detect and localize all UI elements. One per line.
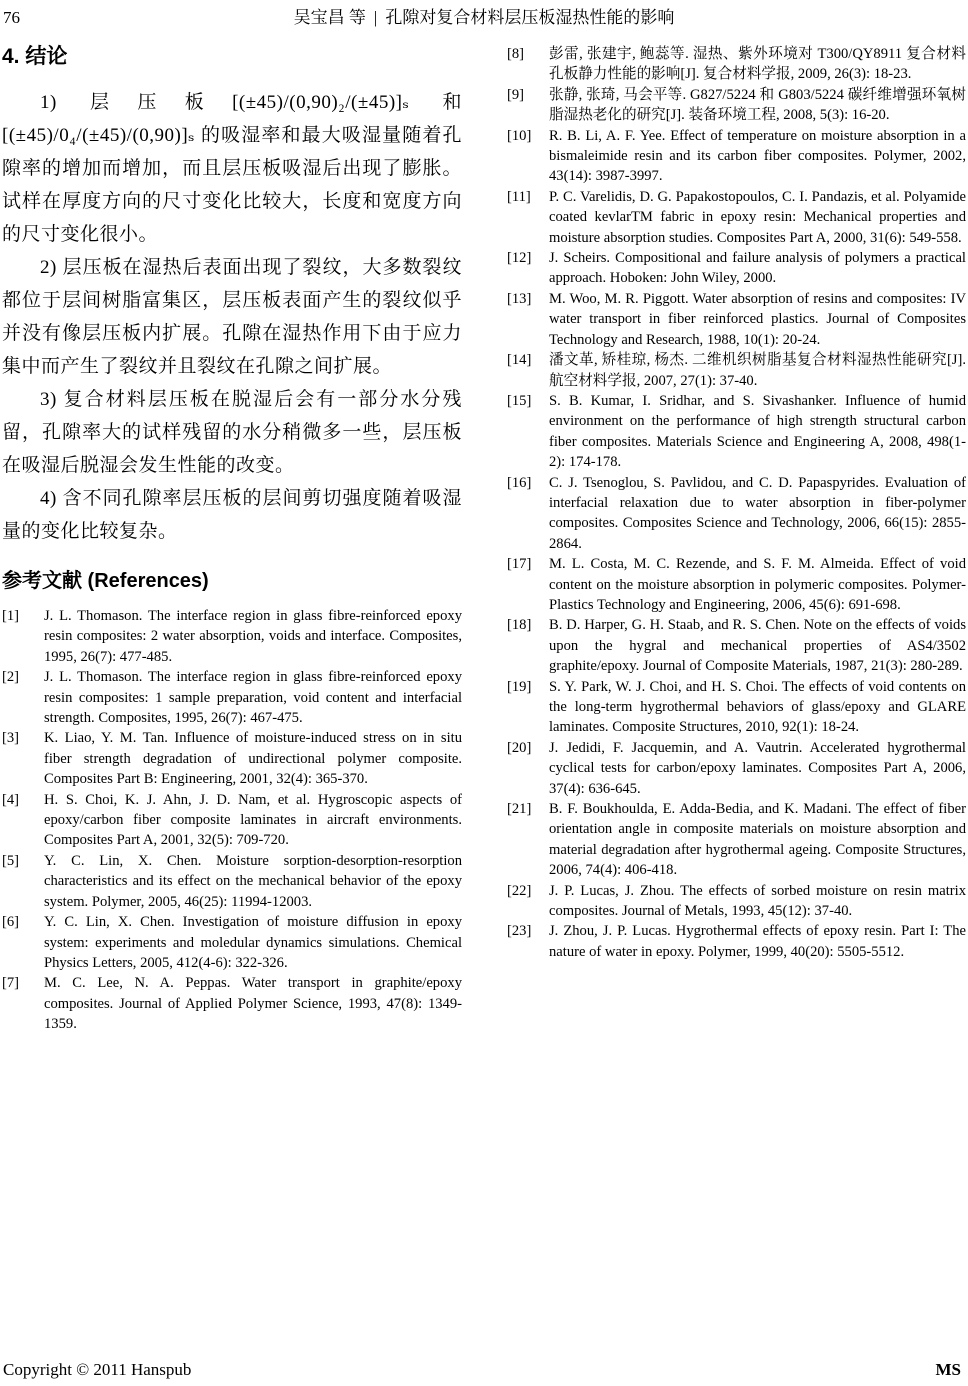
footer-journal-code: MS bbox=[935, 1360, 961, 1379]
reference-label: [15] bbox=[507, 392, 532, 409]
reference-text: 张静, 张琦, 马会平等. G827/5224 和 G803/5224 碳纤维增强环氧树脂湿热老化的研究[J]. 装备环境工程, 2008, 5(3): 16-20. bbox=[549, 86, 966, 124]
reference-item bbox=[507, 391, 966, 473]
reference-text: M. L. Costa, M. C. Rezende, and S. F. M. Almeida. Effect of void content on the moisture absorption in polymeric composites. Polymer-Plastics Technology and Engineering, 2006, 45(6): 691-698. bbox=[549, 556, 966, 613]
reference-item bbox=[507, 554, 966, 615]
reference-label: [18] bbox=[507, 617, 532, 634]
reference-label: [7] bbox=[2, 975, 20, 992]
reference-text: 潘文革, 矫桂琼, 杨杰. 二维机织树脂基复合材料湿热性能研究[J]. 航空材料学报, 2007, 27(1): 37-40. bbox=[549, 352, 966, 389]
reference-label: [2] bbox=[2, 669, 20, 686]
conclusion-paragraph: 1) 层压板[(±45)/(0,90)₂/(±45)]ₛ 和[(±45)/0₄/(±45)/(0,90)]ₛ 的吸湿率和最大吸湿量随着孔隙率的增加而增加，而且层压板吸湿后出现了膨胀。试样在厚度方向的尺寸变化比较大，长度和宽度方向的尺寸变化很小。 bbox=[2, 92, 462, 245]
reference-label: [6] bbox=[2, 914, 20, 931]
reference-item bbox=[507, 677, 966, 738]
reference-item bbox=[507, 921, 966, 962]
reference-text: S. Y. Park, W. J. Choi, and H. S. Choi. The effects of void contents on the long-term hygrothermal behaviors of glass/epoxy and GLARE laminates. Composite Structures, 2010, 92(1): 18-24. bbox=[549, 678, 966, 736]
reference-text: 彭雷, 张建宇, 鲍蕊等. 湿热、紫外环境对 T300/QY8911 复合材料孔板静力性能的影响[J]. 复合材料学报, 2009, 26(3): 18-23. bbox=[549, 46, 966, 83]
reference-label: [10] bbox=[507, 127, 532, 144]
reference-text: P. C. Varelidis, D. G. Papakostopoulos, C. I. Pandazis, et al. Polyamide coated kevlarTM fabric in epoxy resin: Mechanical properties and moisture absorption studies. Composites Part A, 2000, 31(6): 549-558. bbox=[549, 188, 966, 246]
reference-label: [21] bbox=[507, 801, 532, 818]
conclusion-heading: 4. 结论 bbox=[2, 45, 68, 68]
reference-text: C. J. Tsenoglou, S. Pavlidou, and C. D. Papaspyrides. Evaluation of interfacial relaxation due to water absorption in fiber-polymer composites. Composites Science and Technology, 2006, 66(15): 2855-2864. bbox=[549, 474, 966, 552]
reference-label: [9] bbox=[507, 86, 525, 103]
references-heading: 参考文献 (References) bbox=[2, 570, 209, 592]
reference-text: Y. C. Lin, X. Chen. Moisture sorption-desorption-resorption characteristics and its effect on the mechanical behavior of the epoxy system. Polymer, 2005, 46(25): 11994-12003. bbox=[44, 852, 462, 910]
reference-item bbox=[2, 606, 462, 667]
reference-item bbox=[507, 615, 966, 676]
right-column bbox=[507, 44, 966, 962]
page-header bbox=[0, 8, 968, 32]
running-title bbox=[0, 8, 968, 28]
left-column bbox=[2, 44, 462, 1035]
reference-item bbox=[507, 881, 966, 922]
reference-text: B. F. Boukhoulda, E. Adda-Bedia, and K. Madani. The effect of fiber orientation angle in composite materials on moisture absorption and material degradation after hygrothermal ageing. Composite Structures, 2006, 74(4): 406-418. bbox=[549, 801, 966, 879]
reference-text: B. D. Harper, G. H. Staab, and R. S. Chen. Note on the effects of voids upon the hygral and mechanical properties of AS4/3502 graphite/epoxy. Journal of Composite Materials, 1987, 21(3): 280-289. bbox=[549, 617, 966, 675]
reference-text: J. Jedidi, F. Jacquemin, and A. Vautrin. Accelerated hygrothermal cyclical tests for carbon/epoxy laminates. Composites Part A, 2006, 37(4): 636-645. bbox=[549, 739, 966, 797]
reference-text: K. Liao, Y. M. Tan. Influence of moisture-induced stress on in situ fiber strength degradation of undirectional polymer composite. Composites Part B: Engineering, 2001, 32(4): 365-370. bbox=[44, 730, 462, 788]
references-list-left bbox=[2, 606, 462, 1035]
reference-label: [3] bbox=[2, 730, 20, 747]
page-footer bbox=[3, 1360, 961, 1380]
conclusion-paragraph: 4) 含不同孔隙率层压板的层间剪切强度随着吸湿量的变化比较复杂。 bbox=[2, 488, 462, 542]
reference-text: J. L. Thomason. The interface region in glass fibre-reinforced epoxy resin composites: 2 water absorption, voids and interface. Composites, 1995, 26(7): 477-485. bbox=[44, 608, 462, 665]
reference-item bbox=[507, 85, 966, 126]
reference-label: [5] bbox=[2, 852, 20, 869]
reference-text: J. P. Lucas, J. Zhou. The effects of sorbed moisture on resin matrix composites. Journal of Metals, 1993, 45(12): 37-40. bbox=[549, 882, 966, 920]
reference-item bbox=[507, 289, 966, 350]
reference-label: [8] bbox=[507, 46, 525, 62]
reference-text: Y. C. Lin, X. Chen. Investigation of moisture diffusion in epoxy system: experiments and moledular dynamics simulations. Chemical Physics Letters, 2005, 412(4-6): 322-326. bbox=[44, 914, 462, 971]
reference-item bbox=[507, 44, 966, 85]
two-column-body bbox=[2, 44, 966, 1035]
reference-item bbox=[507, 248, 966, 289]
reference-text: M. C. Lee, N. A. Peppas. Water transport in graphite/epoxy composites. Journal of Applied Polymer Science, 1993, 47(8): 1349-1359. bbox=[44, 975, 462, 1033]
reference-item bbox=[2, 851, 462, 912]
footer-copyright: Copyright © 2011 Hanspub bbox=[3, 1360, 192, 1379]
reference-label: [17] bbox=[507, 556, 532, 573]
reference-label: [23] bbox=[507, 923, 532, 940]
reference-text: S. B. Kumar, I. Sridhar, and S. Sivashanker. Influence of humid environment on the performance of high strength structural carbon fiber composites. Materials Science and Engineering A, 2008, 498(1-2): 174-178. bbox=[549, 392, 966, 471]
reference-item bbox=[507, 126, 966, 187]
reference-item bbox=[2, 667, 462, 728]
conclusion-paragraph: 2) 层压板在湿热后表面出现了裂纹，大多数裂纹都位于层间树脂富集区，层压板表面产生的裂纹似乎并没有像层压板内扩展。孔隙在湿热作用下由于应力集中而产生了裂纹并且裂纹在孔隙之间扩展。 bbox=[2, 257, 462, 377]
reference-text: M. Woo, M. R. Piggott. Water absorption of resins and composites: IV water transport in fiber reinforced plastics. Journal of Composites Technology and Research, 1988, 10(1): 20-24. bbox=[549, 290, 966, 348]
reference-label: [14] bbox=[507, 352, 532, 369]
reference-label: [22] bbox=[507, 882, 532, 899]
reference-label: [16] bbox=[507, 474, 532, 491]
reference-label: [11] bbox=[507, 188, 531, 205]
reference-label: [1] bbox=[2, 608, 20, 624]
reference-item bbox=[507, 350, 966, 391]
reference-label: [12] bbox=[507, 250, 532, 267]
reference-item bbox=[507, 799, 966, 881]
reference-text: J. L. Thomason. The interface region in glass fibre-reinforced epoxy resin composites: 1 sample preparation, void content and interfacial strength. Composites, 1995, 26(7): 467-475. bbox=[44, 669, 462, 727]
reference-text: H. S. Choi, K. J. Ahn, J. D. Nam, et al. Hygroscopic aspects of epoxy/carbon fiber composite laminates in aircraft environments. Composites Part A, 2001, 32(5): 709-720. bbox=[44, 791, 462, 849]
reference-text: R. B. Li, A. F. Yee. Effect of temperature on moisture absorption in a bismaleimide resin and its carbon fiber composites. Polymer, 2002, 43(14): 3987-3997. bbox=[549, 127, 966, 185]
reference-label: [19] bbox=[507, 678, 532, 695]
reference-item bbox=[2, 973, 462, 1034]
reference-label: [13] bbox=[507, 290, 532, 307]
running-title-authors: 吴宝昌 等 bbox=[293, 8, 366, 27]
running-title-text: 孔隙对复合材料层压板湿热性能的影响 bbox=[385, 8, 675, 27]
page-number: 76 bbox=[3, 8, 20, 27]
reference-item bbox=[2, 912, 462, 973]
reference-label: [4] bbox=[2, 791, 20, 808]
reference-text: J. Zhou, J. P. Lucas. Hygrothermal effects of epoxy resin. Part I: The nature of water in epoxy. Polymer, 1999, 40(20): 5505-5512. bbox=[549, 923, 966, 960]
references-list-right bbox=[507, 44, 966, 962]
running-title-separator: | bbox=[373, 8, 378, 27]
reference-label: [20] bbox=[507, 739, 532, 756]
reference-item bbox=[2, 728, 462, 789]
reference-text: J. Scheirs. Compositional and failure analysis of polymers a practical approach. Hoboken: John Wiley, 2000. bbox=[549, 250, 966, 287]
reference-item bbox=[2, 790, 462, 851]
reference-item bbox=[507, 473, 966, 555]
reference-item bbox=[507, 738, 966, 799]
conclusion-paragraph: 3) 复合材料层压板在脱湿后会有一部分水分残留，孔隙率大的试样残留的水分稍微多一些，层压板在吸湿后脱湿会发生性能的改变。 bbox=[2, 389, 462, 476]
reference-item bbox=[507, 187, 966, 248]
